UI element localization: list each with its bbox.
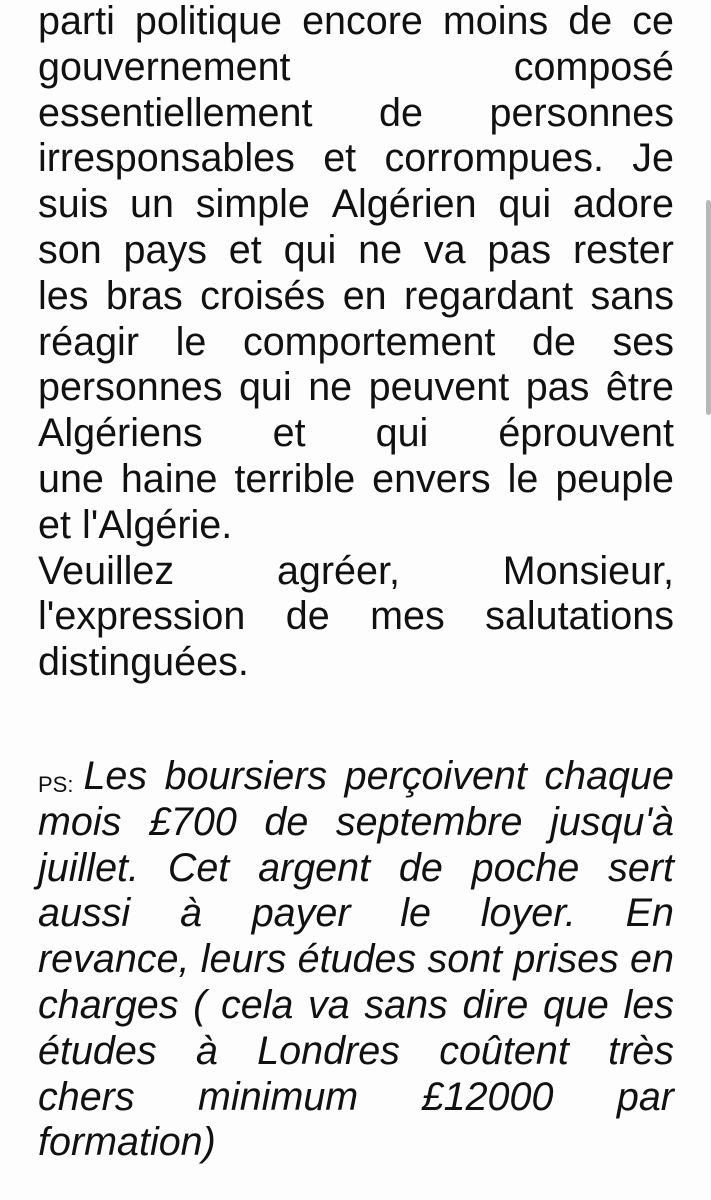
word: chers [38,1074,135,1119]
word: bras [105,273,183,318]
postscript-line [38,1029,674,1075]
word: gouvernement [38,44,291,89]
word: cela [220,982,294,1027]
word: Veuillez [38,548,175,593]
word: peuple [555,456,674,501]
word: de [398,845,443,890]
word: ne [308,365,353,410]
letter-line [38,594,674,640]
letter-body [38,0,674,686]
word: suis [38,182,109,227]
word: Algérien [331,182,477,227]
word: qui [283,227,337,272]
word: perçoivent [344,754,527,798]
word: dire [462,982,529,1027]
letter-line [38,365,674,411]
letter-line [38,274,674,320]
article-content [38,0,674,1165]
postscript-first-line [38,754,674,800]
postscript-line [38,1075,674,1121]
letter-line [38,320,674,366]
postscript [38,754,674,1166]
word: une [38,456,104,501]
letter-line [38,503,674,549]
letter-line [38,457,674,503]
word: le [507,456,539,501]
word: Monsieur, [502,548,674,593]
word: formation) [38,1120,216,1165]
word: Je [632,136,674,181]
word: sert [608,845,674,890]
postscript-label: PS: [38,772,74,797]
word: l'expression [38,594,246,639]
word: charges [38,982,179,1027]
word: pas [487,227,552,272]
word: Londres [257,1028,400,1073]
word: éprouvent [498,411,674,456]
postscript-line [38,846,674,892]
word: et [323,136,357,181]
word: études [297,937,417,982]
word: juillet. [38,845,139,890]
word: en [342,273,387,318]
word: et [38,502,71,547]
letter-line [38,411,674,457]
postscript-line [38,1120,674,1166]
postscript-line [38,937,674,983]
word: de [264,799,309,844]
word: peuvent [368,365,510,410]
word: politique [134,0,283,43]
letter-line [38,91,674,137]
word: de [285,594,330,639]
word: encore [302,0,423,43]
word: boursiers [164,754,328,798]
word: agréer, [276,548,400,593]
word: va [423,227,466,272]
word: rester [572,227,674,272]
word: pays [123,227,207,272]
word: ses [612,319,674,364]
word: très [608,1028,674,1073]
word: personnes [489,90,674,135]
word: adore [572,182,674,227]
word: £12000 [421,1074,554,1119]
postscript-line [38,891,674,937]
word: distinguées. [38,640,249,685]
letter-line [38,45,674,91]
word: moins [442,0,549,43]
word: à [179,891,202,936]
word: coûtent [439,1028,569,1073]
word: ( [193,982,207,1027]
word: Algériens [38,411,203,456]
word: regardant [404,273,574,318]
word: par [616,1074,674,1119]
postscript-line [83,754,674,800]
word: croisés [200,273,326,318]
word: qui [498,182,552,227]
word: sans [364,982,448,1027]
word: un [130,182,174,227]
word: irresponsables [38,136,295,181]
word: septembre [335,799,523,844]
word: ne [358,227,403,272]
letter-line [38,549,674,595]
word: simple [195,182,310,227]
word: sans [590,273,674,318]
word: qui [238,365,292,410]
word: £700 [148,799,237,844]
word: et [228,227,262,272]
word: être [605,365,674,410]
word: que [542,982,609,1027]
word: les [623,982,674,1027]
word: à [195,1028,218,1073]
word: haine [120,456,218,501]
word: Les [83,754,148,798]
word: chaque [544,754,674,798]
letter-line [38,0,674,45]
word: les [38,273,89,318]
word: En [625,891,674,936]
word: ce [632,0,674,43]
word: pas [525,365,590,410]
word: de [379,90,423,135]
word: mes [370,594,445,639]
word: revance, [38,937,190,982]
word: prises [513,937,619,982]
word: essentiellement [38,90,313,135]
word: en [630,937,674,982]
word: l'Algérie. [82,502,233,547]
word: poche [471,845,580,890]
word: loyer. [480,891,576,936]
letter-line [38,136,674,182]
postscript-line [38,983,674,1029]
word: le [175,319,207,364]
word: terrible [234,456,356,501]
word: qui [375,411,429,456]
word: le [400,891,431,936]
postscript-line [38,800,674,846]
letter-line [38,182,674,228]
word: minimum [198,1074,359,1119]
word: aussi [38,891,131,936]
word: composé [513,44,674,89]
word: Cet [167,845,230,890]
word: payer [251,891,351,936]
letter-line [38,228,674,274]
word: argent [258,845,371,890]
word: et [272,411,306,456]
word: corrompues. [384,136,604,181]
word: réagir [38,319,139,364]
word: jusqu'à [550,799,674,844]
word: son [38,227,102,272]
word: comportement [242,319,496,364]
word: études [38,1028,157,1073]
letter-line [38,640,674,686]
word: salutations [485,594,674,639]
word: de [568,0,613,43]
word: envers [372,456,491,501]
word: parti [38,0,115,43]
word: va [308,982,350,1027]
word: de [532,319,576,364]
word: leurs [200,937,287,982]
word: personnes [38,365,223,410]
word: mois [38,799,122,844]
word: sont [427,937,503,982]
scrollbar-thumb[interactable] [706,200,711,415]
